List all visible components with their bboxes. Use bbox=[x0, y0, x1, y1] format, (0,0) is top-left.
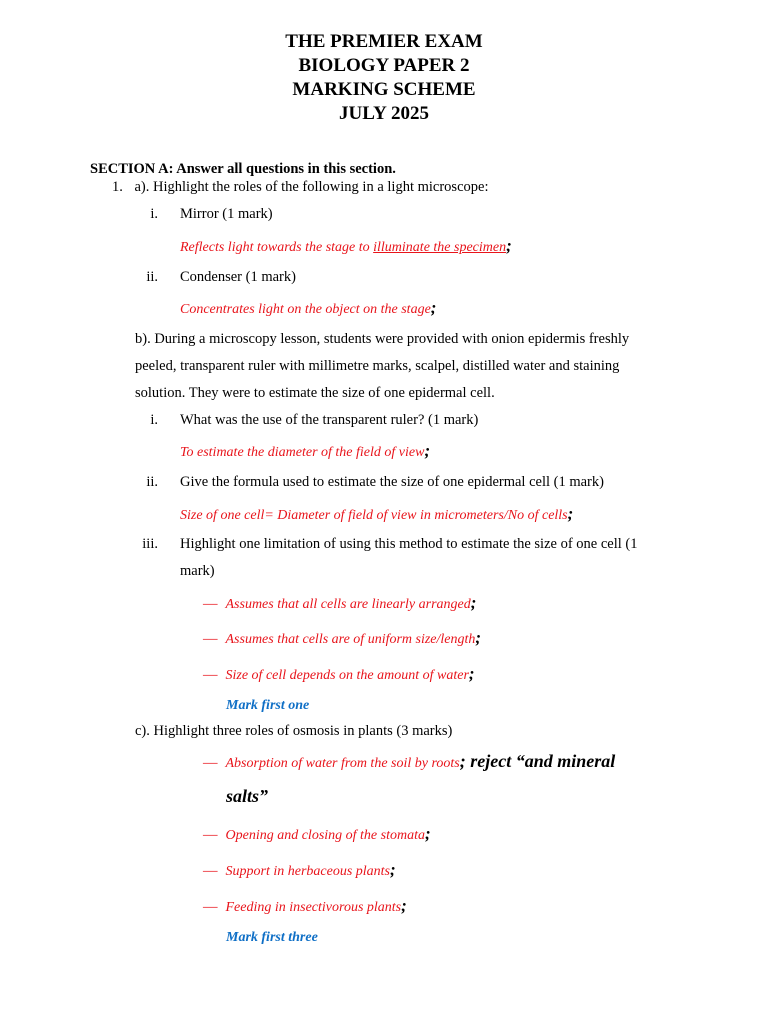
q1b-iii-text-line2: mark) bbox=[180, 563, 215, 579]
q1b-iii-text-line1: Highlight one limitation of using this method to estimate the size of one cell (1 bbox=[180, 536, 638, 552]
mark-semicolon: ; bbox=[430, 298, 437, 317]
q1a-prompt bbox=[112, 178, 488, 196]
q1b-iii-item bbox=[142, 535, 638, 553]
q1c-answer-3: — Support in herbaceous plants; bbox=[203, 860, 396, 879]
bullet-dash: — bbox=[203, 863, 218, 879]
mark-semicolon: ; bbox=[468, 664, 475, 683]
bullet-dash: — bbox=[203, 596, 218, 612]
bullet-dash: — bbox=[203, 899, 218, 915]
mark-semicolon: ; bbox=[424, 441, 431, 460]
mark-semicolon: ; bbox=[506, 236, 512, 255]
exam-date: JULY 2025 bbox=[339, 103, 429, 124]
q1b-i-text: What was the use of the transparent ruler? (1 mark) bbox=[180, 412, 479, 428]
roman-iii: iii. bbox=[142, 536, 158, 552]
reject-note-line1: ; reject “and mineral bbox=[459, 751, 616, 771]
q1a-ii-item bbox=[146, 268, 296, 286]
section-title: SECTION A: Answer all questions in this section. bbox=[90, 161, 396, 177]
q1c-answer-4: — Feeding in insectivorous plants; bbox=[203, 896, 407, 915]
mark-semicolon: ; bbox=[475, 628, 482, 647]
q1b-prompt-line3: solution. They were to estimate the size of one epidermal cell. bbox=[135, 385, 495, 401]
q1b-iii-answer-3: — Size of cell depends on the amount of water; bbox=[203, 664, 475, 683]
mark-semicolon: ; bbox=[401, 896, 407, 915]
bullet-dash: — bbox=[203, 827, 218, 843]
q1b-iii-answer-2: — Assumes that cells are of uniform size/length; bbox=[203, 628, 482, 647]
q1b-iii-marker-note: Mark first one bbox=[226, 698, 310, 713]
q1a-ii-text: Condenser (1 mark) bbox=[180, 269, 296, 285]
q1b-prompt-line1: b). During a microscopy lesson, students were provided with onion epidermis freshly bbox=[135, 331, 630, 347]
q1b-ii-answer: Size of one cell= Diameter of field of view in micrometers/No of cells; bbox=[180, 504, 574, 523]
q1a-ii-answer: Concentrates light on the object on the stage; bbox=[180, 298, 437, 317]
q1b-prompt-line2: peeled, transparent ruler with millimetre marks, scalpel, distilled water and staining bbox=[135, 358, 620, 374]
q1a-i-item bbox=[146, 205, 273, 223]
q1b-i-answer: To estimate the diameter of the field of view; bbox=[180, 441, 431, 460]
q1a-i-answer: Reflects light towards the stage to illuminate the specimen; bbox=[180, 236, 512, 255]
exam-title: THE PREMIER EXAM bbox=[285, 31, 483, 52]
q1b-i-item bbox=[146, 411, 479, 429]
roman-ii: ii. bbox=[146, 474, 158, 490]
mark-semicolon: ; bbox=[470, 593, 477, 612]
mark-semicolon: ; bbox=[567, 504, 574, 523]
q1b-ii-text: Give the formula used to estimate the size of one epidermal cell (1 mark) bbox=[180, 474, 604, 490]
scheme-title: MARKING SCHEME bbox=[292, 79, 476, 100]
q1c-marker-note: Mark first three bbox=[226, 930, 318, 945]
bullet-dash: — bbox=[203, 667, 218, 683]
document-header bbox=[0, 30, 768, 126]
q1a-text: a). Highlight the roles of the following in a light microscope: bbox=[134, 179, 489, 195]
mark-semicolon: ; bbox=[425, 824, 431, 843]
paper-title: BIOLOGY PAPER 2 bbox=[298, 55, 470, 76]
bullet-dash: — bbox=[203, 631, 218, 647]
roman-ii: ii. bbox=[146, 269, 158, 285]
q1c-prompt: c). Highlight three roles of osmosis in plants (3 marks) bbox=[135, 723, 453, 739]
q1a-i-text: Mirror (1 mark) bbox=[180, 206, 273, 222]
q1c-answer-2: — Opening and closing of the stomata; bbox=[203, 824, 431, 843]
reject-note-line2: salts” bbox=[226, 786, 269, 806]
q1c-answer-1: — Absorption of water from the soil by roots; reject “and mineral bbox=[203, 751, 616, 771]
q1b-iii-answer-1: — Assumes that all cells are linearly arranged; bbox=[203, 593, 477, 612]
mark-semicolon: ; bbox=[390, 860, 396, 879]
bullet-dash: — bbox=[203, 755, 218, 771]
roman-i: i. bbox=[150, 412, 158, 428]
question-number: 1. bbox=[112, 179, 123, 195]
underlined-key-phrase: illuminate the specimen bbox=[373, 240, 507, 255]
roman-i: i. bbox=[150, 206, 158, 222]
q1b-ii-item bbox=[146, 473, 604, 491]
